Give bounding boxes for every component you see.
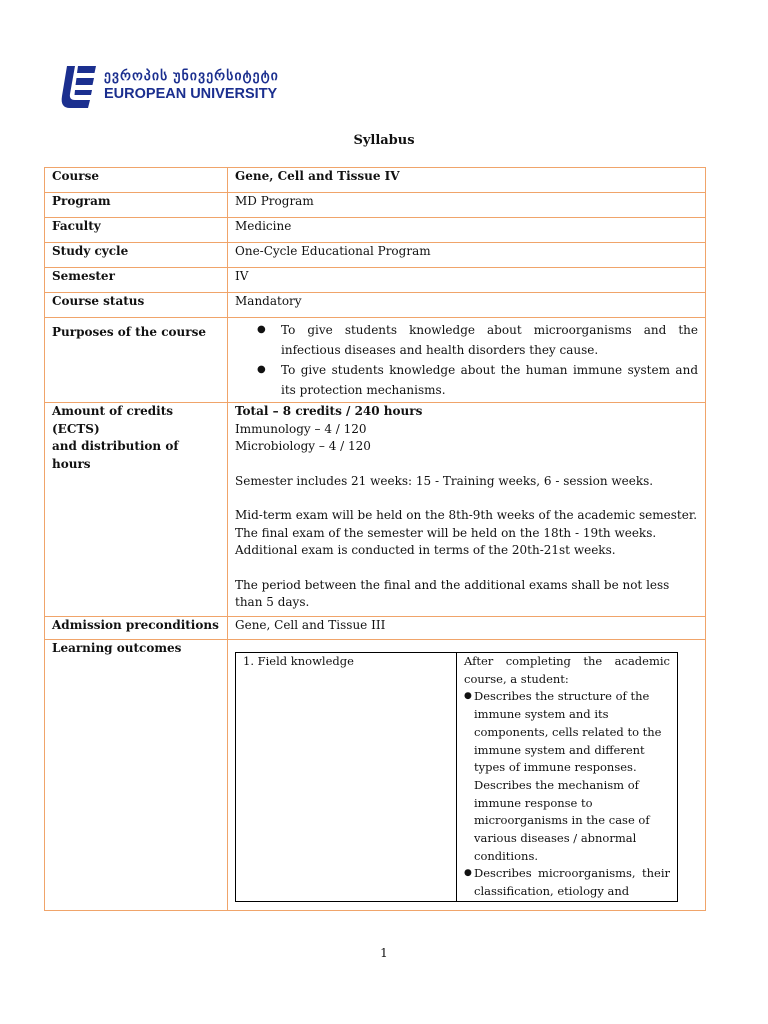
program-value: MD Program: [228, 193, 706, 218]
credits-microbiology: Microbiology – 4 / 120: [235, 439, 371, 453]
row-purposes: [45, 318, 706, 403]
credits-label-line1: Amount of credits (ECTS): [52, 404, 174, 436]
additional-exam-text: Additional exam is conducted in terms of the 20th-21st weeks.: [235, 543, 616, 557]
university-logo: [58, 64, 279, 114]
final-exam-text: The final exam of the semester will be held on the 18th - 19th weeks.: [235, 525, 657, 540]
logo-georgian-name: ევროპის უნივერსიტეტი: [104, 68, 279, 83]
faculty-label: Faculty: [45, 218, 228, 243]
purposes-label: Purposes of the course: [45, 318, 228, 403]
course-status-value: Mandatory: [228, 293, 706, 318]
credits-label: [45, 403, 228, 617]
semester-value: IV: [228, 268, 706, 293]
credits-value: [228, 403, 706, 617]
learning-outcomes-label: Learning outcomes: [45, 640, 228, 911]
bullet-icon: ●: [464, 691, 472, 702]
row-faculty: [45, 218, 706, 243]
document-title: Syllabus: [353, 133, 415, 148]
course-status-label: Course status: [45, 293, 228, 318]
semester-label: Semester: [45, 268, 228, 293]
purpose-item: ● To give students knowledge about the human immune system and its protection mechanisms.: [257, 360, 698, 400]
row-semester: [45, 268, 706, 293]
row-course-status: [45, 293, 706, 318]
admission-label: Admission preconditions: [45, 617, 228, 640]
field-knowledge-cell: 1. Field knowledge: [236, 653, 457, 902]
credits-total: Total – 8 credits / 240 hours: [235, 404, 423, 418]
semester-weeks-text: Semester includes 21 weeks: 15 - Training weeks, 6 - session weeks.: [235, 473, 654, 488]
page-number: 1: [380, 946, 388, 960]
study-cycle-label: Study cycle: [45, 243, 228, 268]
row-admission: [45, 617, 706, 640]
bullet-icon: ●: [464, 868, 472, 879]
purpose-item: ● To give students knowledge about microorganisms and the infectious diseases and health disorders they cause.: [257, 320, 698, 360]
learning-outcomes-table: [235, 652, 678, 902]
outcome-item-1: ● Describes the structure of the immune system and its components, cells related to the immune system and different types of immune responses. Describes the mechanism of immune response to microorganisms in the case of various diseases / abnormal conditions.: [464, 689, 662, 863]
midterm-exam-text: Mid-term exam will be held on the 8th-9th weeks of the academic semester.: [235, 508, 698, 522]
study-cycle-value: One-Cycle Educational Program: [228, 243, 706, 268]
credits-label-line2: and distribution of hours: [52, 439, 179, 471]
field-knowledge-outcomes: [457, 653, 678, 902]
row-course: [45, 168, 706, 193]
row-program: [45, 193, 706, 218]
purposes-value: [228, 318, 706, 403]
logo-english-name: EUROPEAN UNIVERSITY: [104, 86, 278, 102]
learning-outcomes-value: [228, 640, 706, 911]
row-study-cycle: [45, 243, 706, 268]
row-learning-outcomes: [45, 640, 706, 911]
syllabus-table: [44, 167, 706, 911]
faculty-value: Medicine: [228, 218, 706, 243]
credits-immunology: Immunology – 4 / 120: [235, 421, 367, 436]
row-credits: [45, 403, 706, 617]
course-label: Course: [45, 168, 228, 193]
university-emblem-icon: [58, 64, 98, 110]
course-value: Gene, Cell and Tissue IV: [228, 168, 706, 193]
outcome-item-2: ● Describes microorganisms, their classification, etiology and: [464, 866, 670, 899]
purposes-list: [235, 320, 698, 400]
outcomes-intro: After completing the academic course, a student:: [464, 654, 670, 686]
program-label: Program: [45, 193, 228, 218]
exam-period-text: The period between the final and the additional exams shall be not less than 5 days.: [235, 577, 670, 609]
admission-value: Gene, Cell and Tissue III: [228, 617, 706, 640]
